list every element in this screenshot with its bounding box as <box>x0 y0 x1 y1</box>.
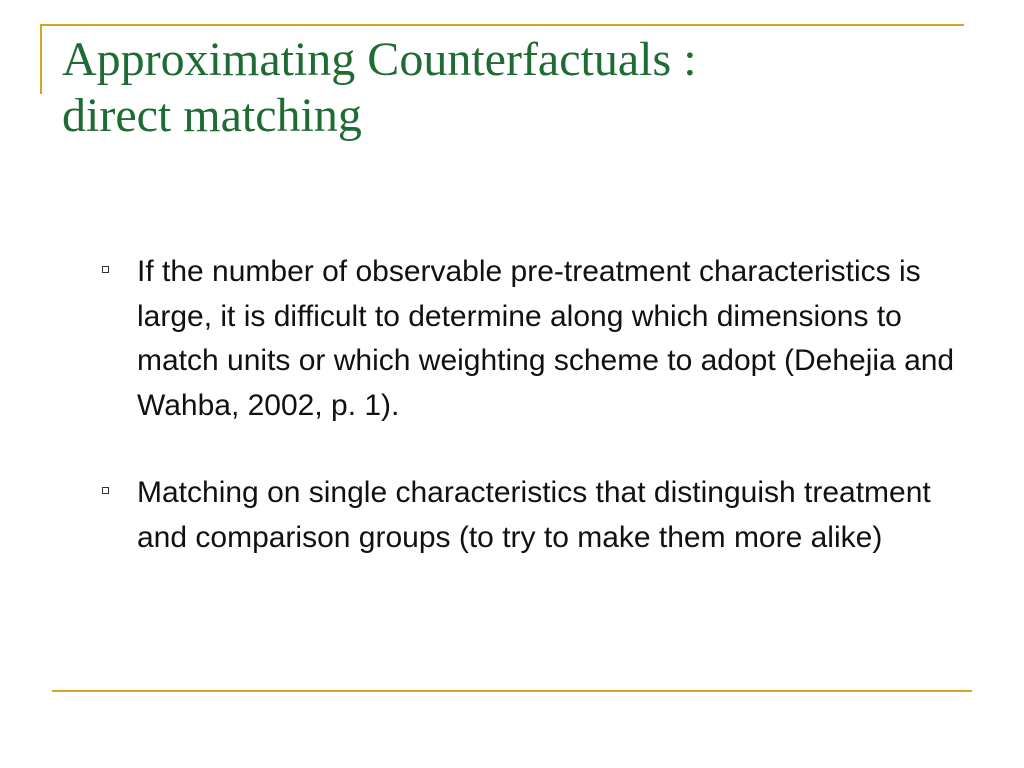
left-divider <box>40 24 42 94</box>
slide-title <box>62 32 962 144</box>
bullet-text: If the number of observable pre-treatment characteristics is large, it is difficult to determine along which dimensions to match units or which weighting scheme to adopt (Dehejia and Wahba, 2002, p. 1). <box>137 255 955 422</box>
bullet-item <box>100 250 960 428</box>
bullet-text: Matching on single characteristics that distinguish treatment and comparison groups (to try to make them more alike) <box>137 476 931 554</box>
bullet-list <box>100 250 960 603</box>
bottom-divider <box>52 690 972 692</box>
square-bullet-icon <box>102 266 109 273</box>
slide-title-line-1: Approximating Counterfactuals : <box>62 33 697 86</box>
square-bullet-icon <box>102 487 109 494</box>
top-divider <box>40 24 964 26</box>
bullet-item <box>100 471 960 560</box>
slide-title-line-2: direct matching <box>62 89 362 142</box>
